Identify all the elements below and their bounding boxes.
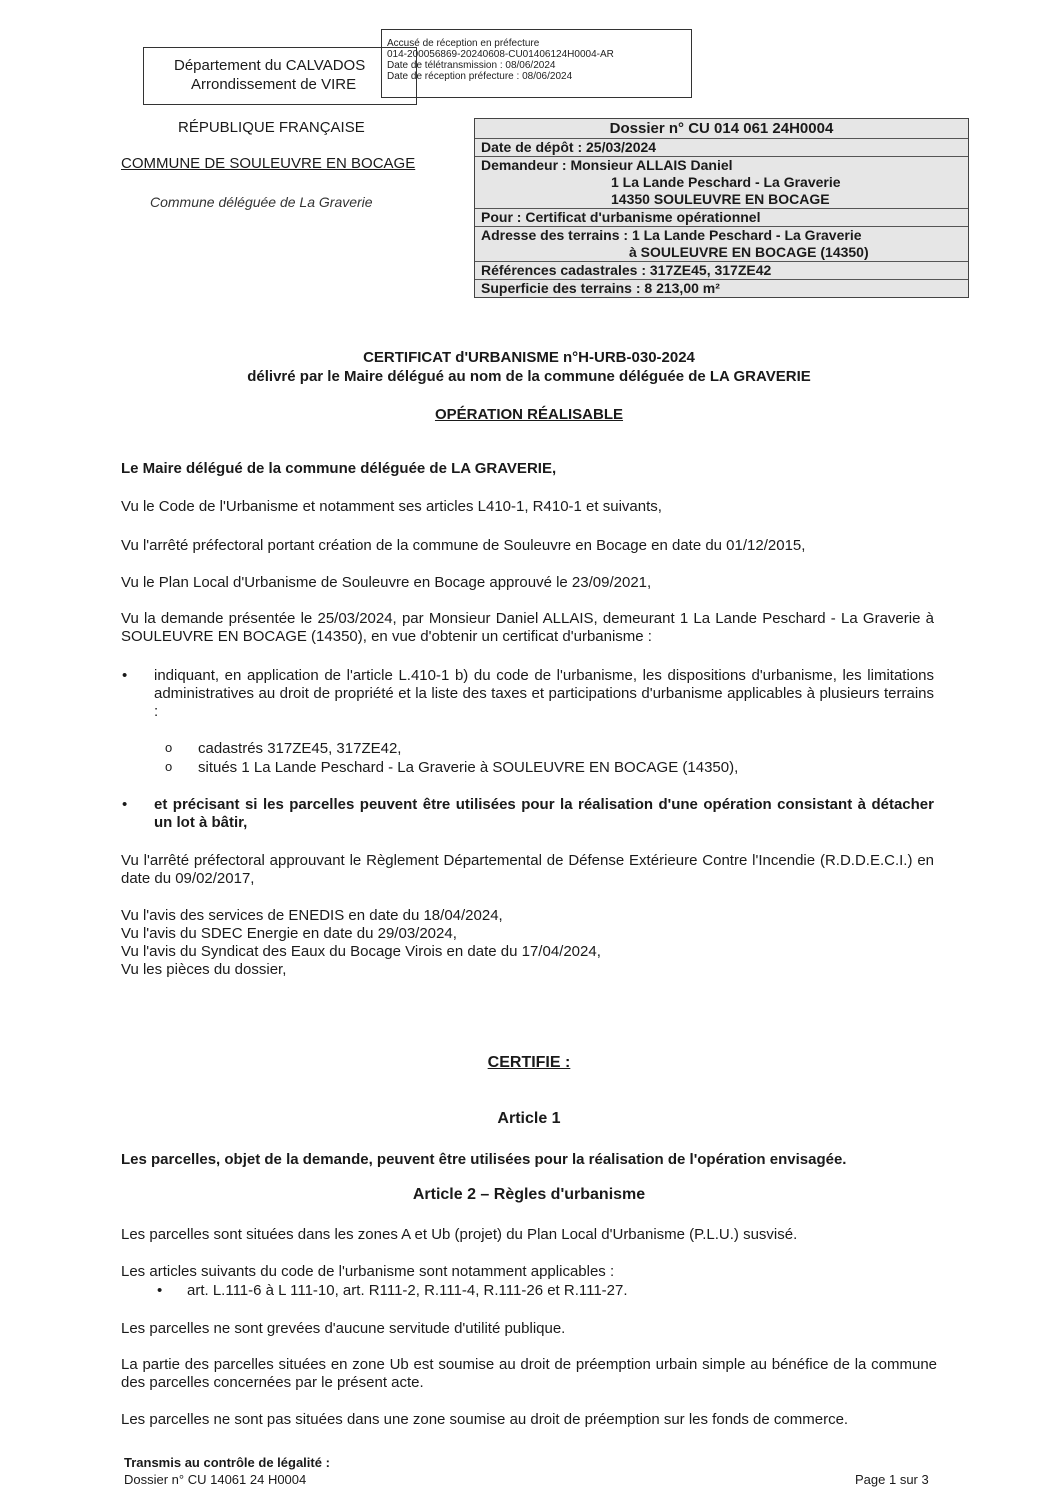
demandeur-block xyxy=(475,156,968,208)
department-box xyxy=(143,47,417,105)
department-line: Département du CALVADOS xyxy=(174,57,366,74)
article2-paragraph: La partie des parcelles situées en zone Ub est soumise au droit de préemption urbain simple au bénéfice de la commune des parcelles concernées par le présent acte. xyxy=(121,1356,937,1391)
article2-title: Article 2 – Règles d'urbanisme xyxy=(412,1186,646,1203)
dossier-title: Dossier n° CU 014 061 24H0004 xyxy=(609,120,834,137)
certificate-subtitle: délivré par le Maire délégué au nom de la commune déléguée de LA GRAVERIE xyxy=(247,368,811,385)
bullet-icon: • xyxy=(157,1282,163,1299)
sub-bullet-text: situés 1 La Lande Peschard - La Graverie à SOULEUVRE EN BOCAGE (14350), xyxy=(198,759,739,776)
commune-deleguee: Commune déléguée de La Graverie xyxy=(150,194,373,210)
date-depot: Date de dépôt : 25/03/2024 xyxy=(475,138,968,156)
vu-line: Vu le Plan Local d'Urbanisme de Souleuvre en Bocage approuvé le 23/09/2021, xyxy=(121,574,652,591)
stamp-line: Accusé de réception en préfecture xyxy=(387,38,540,49)
vu-line: Vu l'avis du SDEC Energie en date du 29/03/2024, xyxy=(121,925,457,942)
vu-line: Vu l'avis des services de ENEDIS en date du 18/04/2024, xyxy=(121,907,503,924)
vu-line: Vu les pièces du dossier, xyxy=(121,961,287,978)
certificate-title: CERTIFICAT d'URBANISME n°H-URB-030-2024 xyxy=(363,349,695,366)
article1-text: Les parcelles, objet de la demande, peuvent être utilisées pour la réalisation de l'opération envisagée. xyxy=(121,1151,847,1168)
circle-bullet-icon: o xyxy=(165,740,173,755)
sub-bullet-text: cadastrés 317ZE45, 317ZE42, xyxy=(198,740,402,757)
terrain-address: Adresse des terrains : 1 La Lande Peschard - La Graverie xyxy=(481,227,862,243)
dossier-box xyxy=(474,118,969,298)
transmis-label: Transmis au contrôle de légalité : xyxy=(124,1455,330,1470)
republique-heading: RÉPUBLIQUE FRANÇAISE xyxy=(178,119,365,136)
article2-paragraph: Les articles suivants du code de l'urbanisme sont notamment applicables : xyxy=(121,1263,615,1280)
bullet-icon: • xyxy=(122,667,128,684)
vu-line: Vu l'arrêté préfectoral approuvant le Règlement Départemental de Défense Extérieure Contre l'Incendie (R.D.D.E.C.I.) en date du 09/02/2017, xyxy=(121,852,934,887)
bullet-text: indiquant, en application de l'article L.410-1 b) du code de l'urbanisme, les dispositions d'urbanisme, les limitations administratives au droit de propriété et la liste des taxes et participations d'urbanisme applicables à plusieurs terrains : xyxy=(154,667,934,720)
bullet-text: et précisant si les parcelles peuvent être utilisées pour la réalisation d'une opération consistant à détacher un lot à bâtir, xyxy=(154,796,934,831)
article2-paragraph: Les parcelles sont situées dans les zones A et Ub (projet) du Plan Local d'Urbanisme (P.L.U.) susvisé. xyxy=(121,1226,798,1243)
article1-title: Article 1 xyxy=(497,1110,561,1127)
stamp-line: Date de télétransmission : 08/06/2024 xyxy=(387,60,556,71)
vu-line: Vu l'avis du Syndicat des Eaux du Bocage Virois en date du 17/04/2024, xyxy=(121,943,601,960)
footer-dossier: Dossier n° CU 14061 24 H0004 xyxy=(124,1472,307,1487)
certifie-heading: CERTIFIE : xyxy=(487,1054,571,1071)
pour: Pour : Certificat d'urbanisme opérationnel xyxy=(475,208,968,226)
demandeur-address: 1 La Lande Peschard - La Graverie xyxy=(611,174,841,190)
vu-line: Vu le Code de l'Urbanisme et notamment ses articles L410-1, R410-1 et suivants, xyxy=(121,498,662,515)
stamp-line: 014-200056869-20240608-CU01406124H0004-AR xyxy=(387,49,614,60)
operation-status: OPÉRATION RÉALISABLE xyxy=(434,406,624,423)
commune-heading: COMMUNE DE SOULEUVRE EN BOCAGE xyxy=(121,155,416,172)
maire-line: Le Maire délégué de la commune déléguée de LA GRAVERIE, xyxy=(121,460,557,477)
reception-stamp xyxy=(381,29,692,98)
vu-line: Vu l'arrêté préfectoral portant création de la commune de Souleuvre en Bocage en date du 01/12/2015, xyxy=(121,537,806,554)
superficie: Superficie des terrains : 8 213,00 m² xyxy=(475,279,968,297)
stamp-line: Date de réception préfecture : 08/06/2024 xyxy=(387,71,573,82)
cadastral-references: Références cadastrales : 317ZE45, 317ZE42 xyxy=(475,261,968,279)
article2-paragraph: Les parcelles ne sont pas situées dans une zone soumise au droit de préemption sur les fonds de commerce. xyxy=(121,1411,849,1428)
article2-bullet: art. L.111-6 à L 111-10, art. R111-2, R.111-4, R.111-26 et R.111-27. xyxy=(187,1282,628,1299)
vu-demande: Vu la demande présentée le 25/03/2024, par Monsieur Daniel ALLAIS, demeurant 1 La Lande Peschard - La Graverie à SOULEUVRE EN BOCAGE (14350), en vue d'obtenir un certificat d'urbanisme : xyxy=(121,610,934,645)
article2-paragraph: Les parcelles ne sont grevées d'aucune servitude d'utilité publique. xyxy=(121,1320,566,1337)
bullet-icon: • xyxy=(122,796,128,813)
terrain-address: à SOULEUVRE EN BOCAGE (14350) xyxy=(629,244,869,260)
circle-bullet-icon: o xyxy=(165,759,173,774)
page-number: Page 1 sur 3 xyxy=(855,1472,929,1487)
arrondissement-line: Arrondissement de VIRE xyxy=(191,76,357,93)
demandeur: Demandeur : Monsieur ALLAIS Daniel xyxy=(481,157,733,173)
terrain-address-block xyxy=(475,226,968,261)
demandeur-address: 14350 SOULEUVRE EN BOCAGE xyxy=(611,191,830,207)
